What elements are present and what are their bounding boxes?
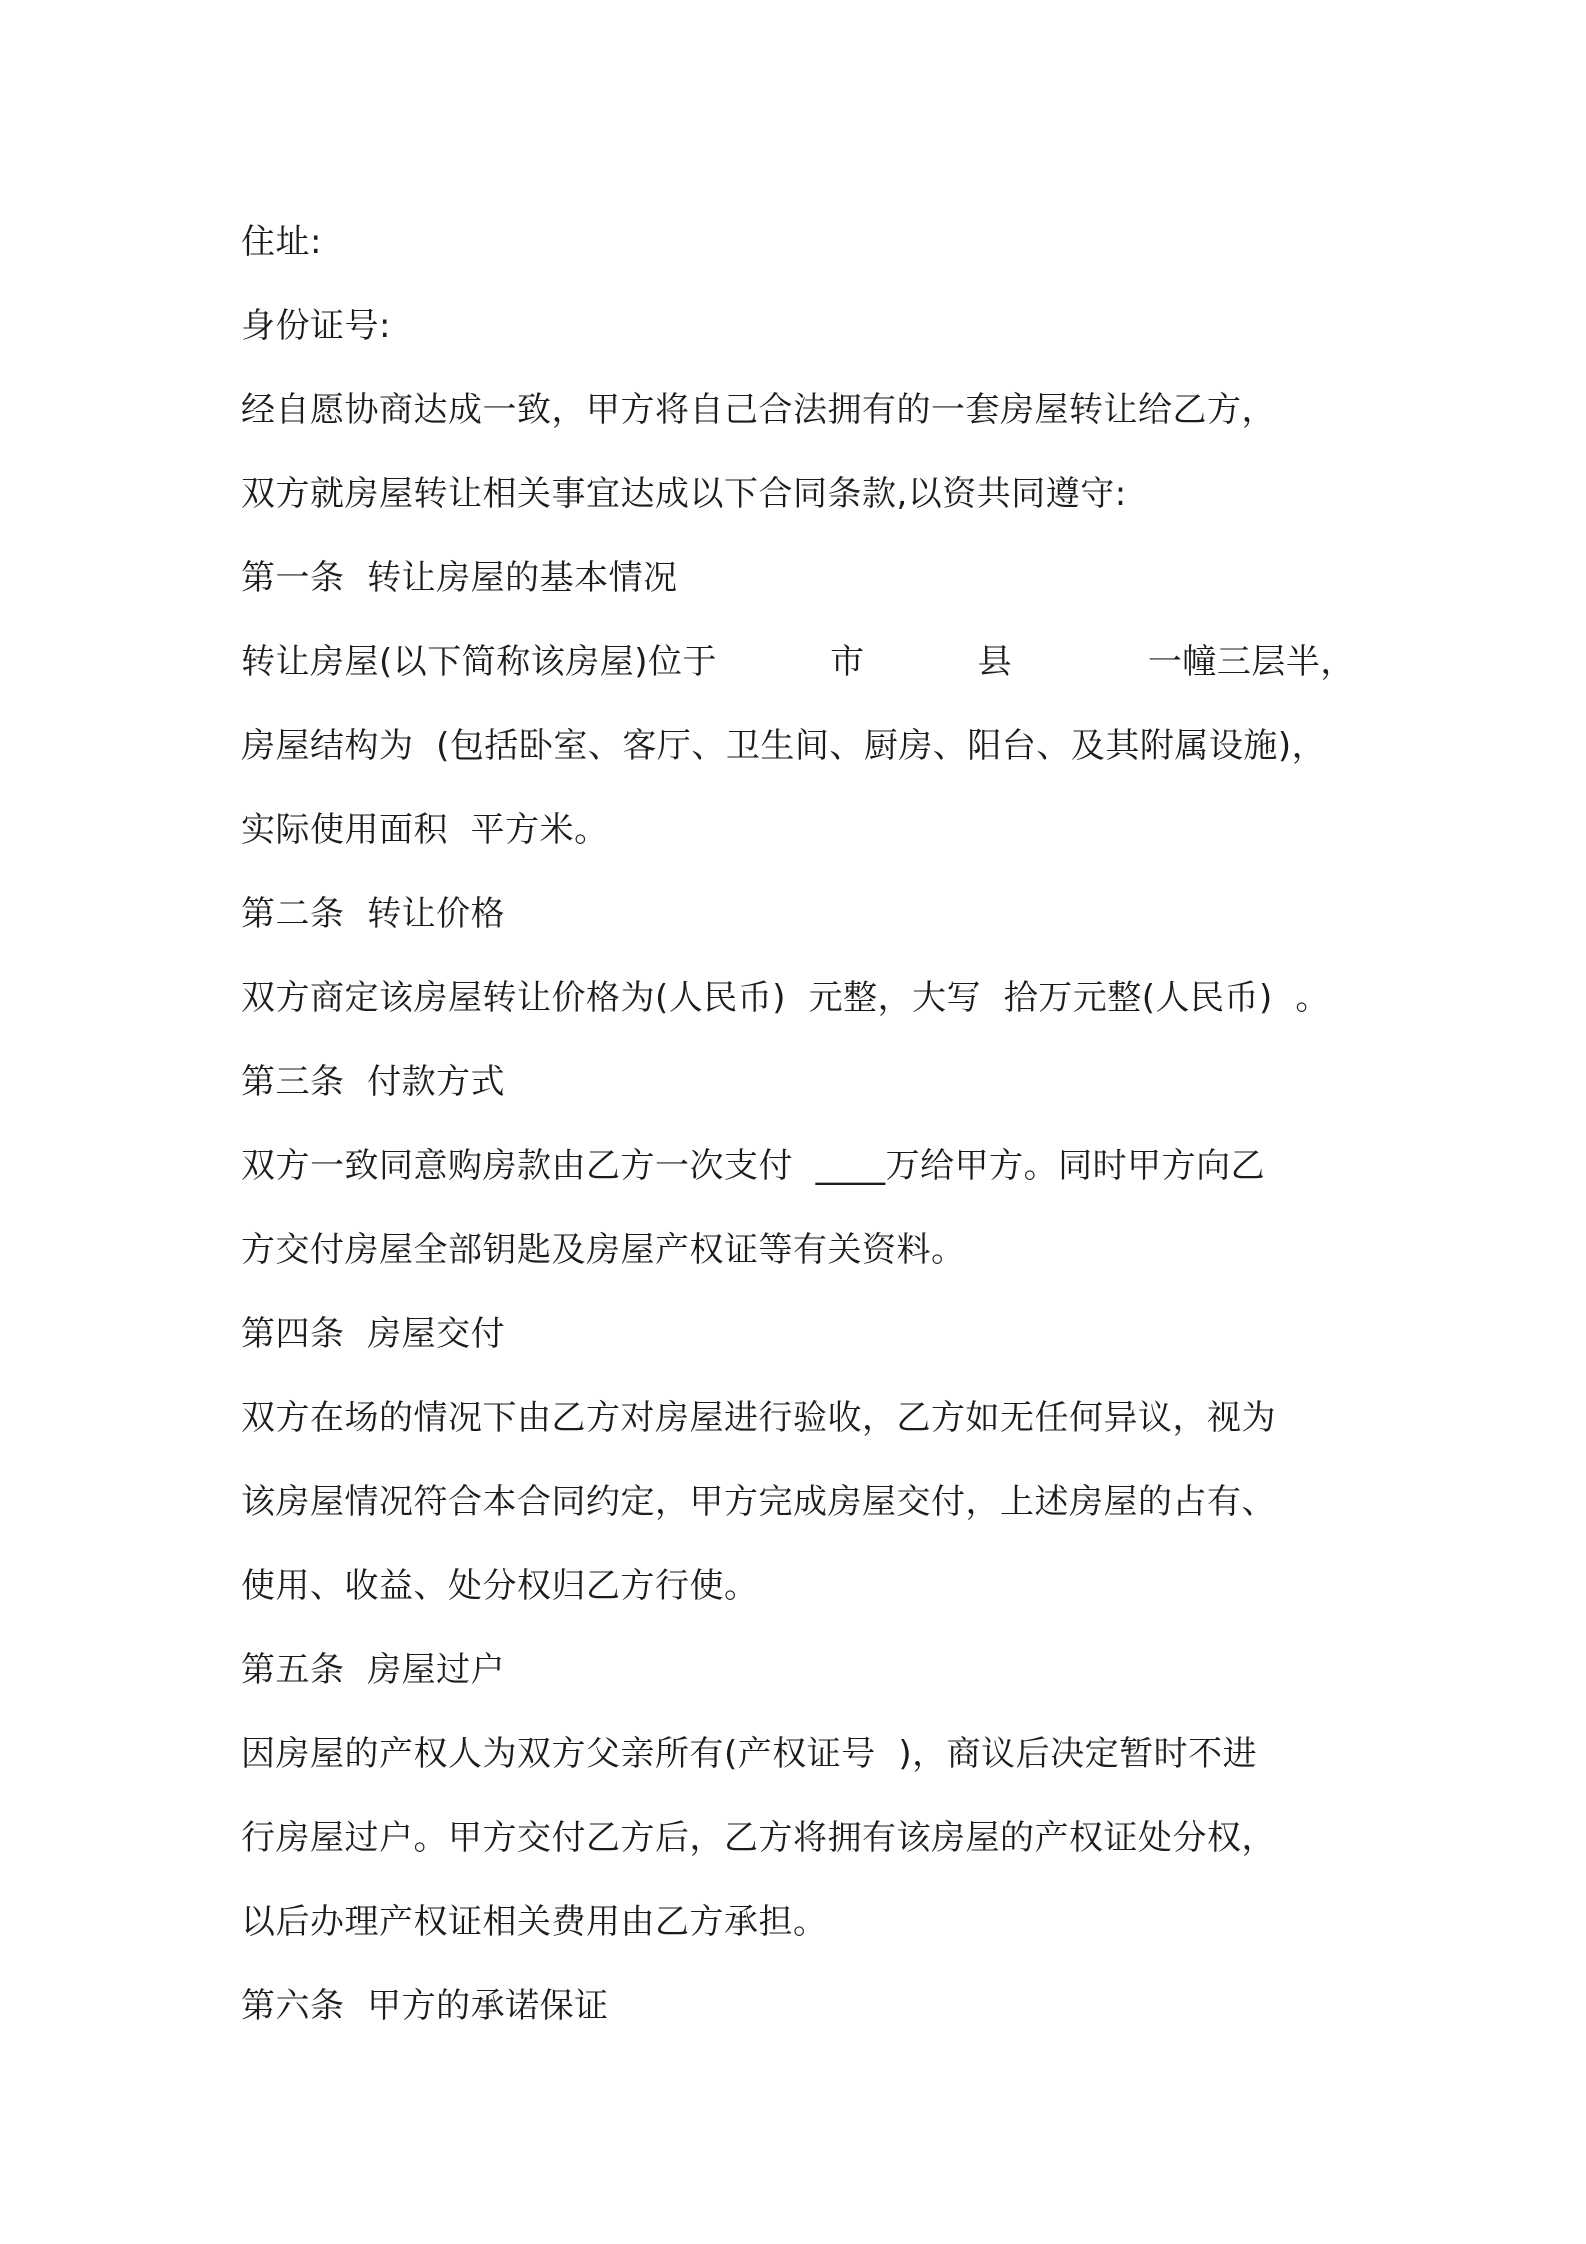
article-2-text-1: 双方商定该房屋转让价格为(人民币) 元整，大写 拾万元整(人民币) 。 [241, 978, 1330, 1018]
article-1-text-1: 转让房屋(以下简称该房屋)位于 市 县 一幢三层半， [241, 642, 1355, 682]
preamble-line-2: 双方就房屋转让相关事宜达成以下合同条款,以资共同遵守: [241, 474, 1127, 514]
article-4-text-2: 该房屋情况符合本合同约定，甲方完成房屋交付，上述房屋的占有、 [241, 1482, 1276, 1522]
article-3-text-1: 双方一致同意购房款由乙方一次支付 ____万给甲方。同时甲方向乙 [241, 1146, 1266, 1186]
article-5-text-2: 行房屋过户。甲方交付乙方后，乙方将拥有该房屋的产权证处分权， [241, 1818, 1276, 1858]
article-5-heading: 第五条 房屋过户 [241, 1650, 506, 1690]
id-number-label: 身份证号: [241, 306, 391, 346]
article-1-text-2: 房屋结构为 (包括卧室、客厅、卫生间、厨房、阳台、及其附属设施)， [241, 726, 1327, 766]
article-4-text-3: 使用、收益、处分权归乙方行使。 [241, 1566, 759, 1606]
article-1-heading: 第一条 转让房屋的基本情况 [241, 558, 678, 598]
article-3-text-2: 方交付房屋全部钥匙及房屋产权证等有关资料。 [241, 1230, 966, 1270]
preamble-line-1: 经自愿协商达成一致，甲方将自己合法拥有的一套房屋转让给乙方， [241, 390, 1276, 430]
article-1-text-3: 实际使用面积 平方米。 [241, 810, 609, 850]
address-label: 住址: [241, 222, 322, 262]
article-5-text-1: 因房屋的产权人为双方父亲所有(产权证号 )，商议后决定暂时不进 [241, 1734, 1258, 1774]
article-4-heading: 第四条 房屋交付 [241, 1314, 506, 1354]
article-2-heading: 第二条 转让价格 [241, 894, 506, 934]
article-4-text-1: 双方在场的情况下由乙方对房屋进行验收，乙方如无任何异议，视为 [241, 1398, 1276, 1438]
document-body [241, 200, 1371, 2048]
article-6-heading: 第六条 甲方的承诺保证 [241, 1986, 609, 2026]
article-5-text-3: 以后办理产权证相关费用由乙方承担。 [241, 1902, 828, 1942]
article-3-heading: 第三条 付款方式 [241, 1062, 506, 1102]
